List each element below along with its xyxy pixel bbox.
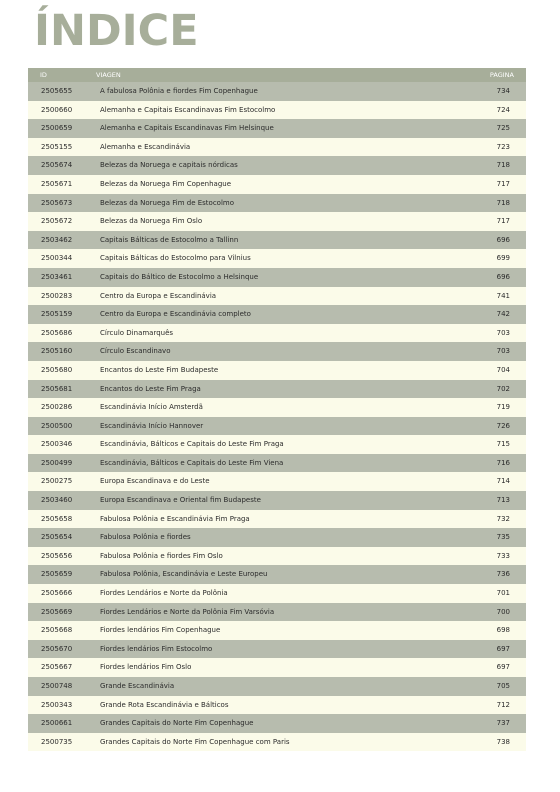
row-id: 2505686: [41, 328, 73, 337]
table-row: [28, 342, 526, 361]
row-id: 2500344: [41, 254, 73, 263]
table-row: [28, 603, 526, 622]
row-page: 734: [496, 87, 510, 95]
row-page: 696: [496, 272, 510, 281]
table-row: [28, 454, 526, 473]
row-page: 737: [496, 719, 510, 728]
row-id: 2500343: [41, 700, 73, 709]
row-page: 735: [496, 533, 510, 542]
row-id: 2500659: [41, 124, 73, 133]
row-trip: Fiordes lendários Fim Estocolmo: [100, 644, 213, 653]
row-id: 2500735: [41, 737, 73, 746]
row-trip: Belezas da Noruega Fim de Estocolmo: [100, 198, 235, 207]
row-trip: Escandinávia Início Hannover: [100, 421, 204, 430]
row-id: 2505159: [41, 310, 73, 319]
table-row: [28, 491, 526, 510]
row-id: 2505668: [41, 626, 73, 635]
row-page: 738: [496, 737, 510, 746]
row-page: 726: [496, 421, 510, 430]
row-id: 2505681: [41, 384, 73, 393]
table-row: [28, 435, 526, 454]
table-row: [28, 380, 526, 399]
table-row: [28, 733, 526, 752]
table-row: [28, 640, 526, 659]
row-trip: Encantos do Leste Fim Budapeste: [100, 365, 219, 374]
row-page: 704: [496, 365, 510, 374]
row-trip: Centro da Europa e Escandinávia: [100, 291, 217, 300]
row-trip: Grande Escandinávia: [100, 682, 175, 690]
row-id: 2500660: [41, 105, 73, 114]
row-id: 2500275: [41, 477, 73, 486]
row-trip: Grandes Capitais do Norte Fim Copenhague: [100, 719, 254, 728]
row-page: 713: [496, 496, 510, 505]
row-page: 702: [496, 384, 510, 393]
index-table: [28, 68, 526, 751]
row-page: 703: [496, 328, 510, 337]
row-page: 703: [496, 347, 510, 356]
row-page: 723: [496, 142, 510, 151]
row-trip: Europa Escandinava e do Leste: [100, 477, 210, 486]
table-row: [28, 677, 526, 696]
row-page: 736: [496, 570, 510, 579]
row-trip: Capitais do Báltico de Estocolmo a Helsinque: [100, 272, 259, 281]
row-page: 732: [496, 514, 510, 523]
table-header: [28, 68, 526, 82]
row-trip: Belezas da Noruega Fim Copenhague: [100, 179, 232, 188]
table-row: [28, 194, 526, 213]
row-page: 717: [496, 179, 510, 188]
row-page: 701: [496, 589, 510, 598]
row-trip: Fiordes Lendários e Norte da Polônia: [100, 589, 228, 598]
row-id: 2505656: [41, 551, 73, 560]
row-page: 724: [496, 105, 510, 114]
row-id: 2505654: [41, 533, 73, 542]
row-id: 2503460: [41, 496, 73, 505]
row-page: 733: [496, 551, 510, 560]
row-trip: Escandinávia, Bálticos e Capitais do Leste Fim Viena: [100, 458, 284, 467]
table-row: [28, 175, 526, 194]
table-row: [28, 101, 526, 120]
table-row: [28, 82, 526, 101]
table-row: [28, 565, 526, 584]
table-row: [28, 156, 526, 175]
row-page: 717: [496, 217, 510, 226]
row-id: 2505672: [41, 217, 73, 226]
row-page: 742: [496, 310, 510, 319]
row-trip: Fabulosa Polônia e Escandinávia Fim Praga: [100, 514, 250, 523]
row-page: 725: [496, 124, 510, 133]
table-row: [28, 324, 526, 343]
row-page: 697: [496, 663, 510, 672]
table-row: [28, 658, 526, 677]
row-id: 2505655: [41, 87, 73, 95]
row-page: 718: [496, 161, 510, 170]
row-trip: Encantos do Leste Fim Praga: [100, 384, 201, 393]
row-id: 2505680: [41, 365, 73, 374]
row-trip: Fabulosa Polônia e fiordes: [100, 533, 191, 542]
header-id: ID: [40, 71, 47, 79]
table-row: [28, 305, 526, 324]
table-row: [28, 528, 526, 547]
row-trip: Belezas da Noruega e capitais nórdicas: [100, 161, 238, 170]
row-page: 715: [496, 440, 510, 449]
row-page: 697: [496, 644, 510, 653]
row-trip: Fiordes lendários Fim Oslo: [100, 663, 192, 672]
table-row: [28, 287, 526, 306]
row-id: 2500748: [41, 682, 73, 690]
row-id: 2505667: [41, 663, 73, 672]
row-trip: Escandinávia Início Amsterdã: [100, 403, 203, 412]
table-row: [28, 584, 526, 603]
row-trip: Alemanha e Capitais Escandinavas Fim Helsinque: [100, 124, 274, 133]
row-id: 2505674: [41, 161, 73, 170]
row-id: 2500500: [41, 421, 73, 430]
page-title: ÍNDICE: [34, 6, 199, 56]
row-trip: Fiordes lendários Fim Copenhague: [100, 626, 221, 635]
table-row: [28, 714, 526, 733]
row-page: 700: [496, 607, 510, 616]
table-row: [28, 398, 526, 417]
table-row: [28, 696, 526, 715]
row-trip: Capitais Bálticas de Estocolmo a Tallinn: [100, 235, 239, 244]
row-trip: Grande Rota Escandinávia e Bálticos: [100, 700, 229, 709]
row-page: 699: [496, 254, 510, 263]
table-row: [28, 472, 526, 491]
row-id: 2500661: [41, 719, 73, 728]
row-id: 2500283: [41, 291, 73, 300]
row-page: 741: [496, 291, 510, 300]
row-trip: Fabulosa Polônia e fiordes Fim Oslo: [100, 551, 223, 560]
table-row: [28, 138, 526, 157]
row-trip: Capitais Bálticas do Estocolmo para Vilnius: [100, 254, 251, 263]
table-row: [28, 268, 526, 287]
row-trip: Escandinávia, Bálticos e Capitais do Leste Fim Praga: [100, 440, 284, 449]
table-row: [28, 231, 526, 250]
row-page: 716: [496, 458, 510, 467]
table-row: [28, 417, 526, 436]
row-id: 2500346: [41, 440, 73, 449]
row-id: 2505671: [41, 179, 73, 188]
row-id: 2505160: [41, 347, 73, 356]
row-page: 705: [496, 682, 510, 690]
row-trip: Alemanha e Capitais Escandinavas Fim Estocolmo: [100, 105, 276, 114]
row-page: 712: [496, 700, 510, 709]
row-id: 2503462: [41, 235, 73, 244]
row-trip: Círculo Dinamarquês: [100, 328, 174, 337]
row-page: 714: [496, 477, 510, 486]
row-page: 718: [496, 198, 510, 207]
row-page: 719: [496, 403, 510, 412]
row-id: 2500499: [41, 458, 73, 467]
row-id: 2505670: [41, 644, 73, 653]
table-row: [28, 621, 526, 640]
row-trip: Fabulosa Polônia, Escandinávia e Leste Europeu: [100, 570, 268, 579]
table-row: [28, 510, 526, 529]
table-row: [28, 212, 526, 231]
row-id: 2505658: [41, 514, 73, 523]
row-id: 2505659: [41, 570, 73, 579]
row-trip: Grandes Capitais do Norte Fim Copenhague com Paris: [100, 737, 290, 746]
row-trip: Fiordes Lendários e Norte da Polônia Fim Varsóvia: [100, 607, 275, 616]
row-id: 2505155: [41, 142, 73, 151]
row-trip: Belezas da Noruega Fim Oslo: [100, 217, 203, 226]
row-trip: Centro da Europa e Escandinávia completo: [100, 310, 251, 319]
row-id: 2505669: [41, 607, 73, 616]
row-id: 2503461: [41, 272, 73, 281]
header-page: PAGINA: [489, 71, 514, 79]
table-row: [28, 249, 526, 268]
row-trip: Europa Escandinava e Oriental fim Budapeste: [100, 496, 261, 505]
row-trip: A fabulosa Polônia e fiordes Fim Copenhague: [100, 87, 258, 95]
header-trip: VIAGEN: [96, 71, 121, 79]
table-row: [28, 547, 526, 566]
table-row: [28, 361, 526, 380]
row-trip: Alemanha e Escandinávia: [100, 142, 191, 151]
table-row: [28, 119, 526, 138]
row-trip: Círculo Escandinavo: [100, 347, 171, 356]
row-page: 696: [496, 235, 510, 244]
row-page: 698: [496, 626, 510, 635]
row-id: 2505666: [41, 589, 73, 598]
row-id: 2500286: [41, 403, 73, 412]
row-id: 2505673: [41, 198, 73, 207]
table-body: [28, 82, 526, 751]
